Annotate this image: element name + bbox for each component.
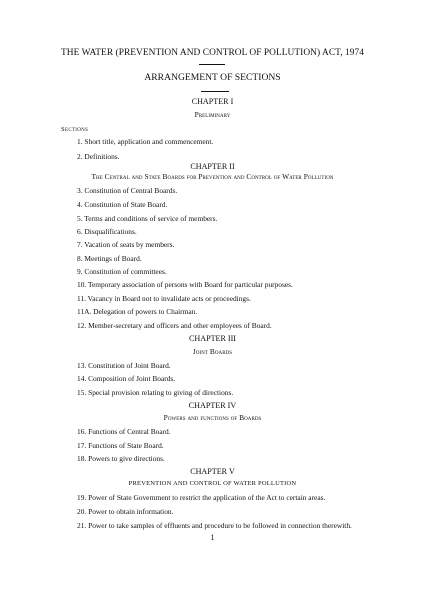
section-entry: 14. Composition of Joint Boards.: [77, 374, 176, 383]
section-entry: 16. Functions of Central Board.: [77, 427, 171, 436]
section-entry: 4. Constitution of State Board.: [77, 200, 168, 209]
chapter-title: Joint Boards: [192, 347, 233, 356]
section-entry: 5. Terms and conditions of service of members.: [77, 214, 218, 223]
section-entry: 13. Constitution of Joint Board.: [77, 361, 171, 370]
section-entry: 20. Power to obtain information.: [77, 507, 174, 516]
chapter-title: PREVENTION AND CONTROL OF WATER POLLUTION: [128, 480, 297, 487]
section-entry: 9. Constitution of committees.: [77, 267, 167, 276]
section-entry: 17. Functions of State Board.: [77, 441, 164, 450]
chapter-heading: CHAPTER I: [191, 97, 234, 106]
title-divider: [199, 64, 225, 65]
section-entry: 2. Definitions.: [77, 152, 120, 161]
section-entry: 10. Temporary association of persons with Board for particular purposes.: [77, 280, 293, 289]
chapter-title: Preliminary: [194, 110, 231, 119]
section-entry: 21. Power to take samples of effluents and procedure to be followed in connection therewith.: [77, 521, 352, 530]
section-entry: 3. Constitution of Central Boards.: [77, 186, 178, 195]
chapter-title: The Central and State Boards for Prevention and Control of Water Pollution: [91, 172, 334, 181]
act-title: THE WATER (PREVENTION AND CONTROL OF POLLUTION) ACT, 1974: [61, 48, 364, 58]
chapter-heading: CHAPTER V: [190, 467, 235, 476]
section-entry: 18. Powers to give directions.: [77, 454, 165, 463]
section-entry: 15. Special provision relating to giving of directions.: [77, 388, 234, 397]
arrangement-divider: [201, 91, 229, 92]
page-number: 1: [210, 533, 215, 542]
chapter-heading: CHAPTER III: [189, 334, 236, 343]
section-entry: 1. Short title, application and commencement.: [77, 137, 214, 146]
section-entry: 6. Disqualifications.: [77, 227, 137, 236]
section-entry: 12. Member-secretary and officers and other employees of Board.: [77, 321, 272, 330]
chapter-heading: CHAPTER IV: [188, 401, 237, 410]
chapter-heading: CHAPTER II: [190, 162, 235, 171]
chapter-title: Powers and functions of Boards: [163, 413, 262, 422]
arrangement-title: ARRANGEMENT OF SECTIONS: [144, 72, 281, 83]
section-entry: 11. Vacancy in Board not to invalidate acts or proceedings.: [77, 294, 251, 303]
section-entry: 8. Meetings of Board.: [77, 254, 142, 263]
section-entry: 11A. Delegation of powers to Chairman.: [77, 307, 198, 316]
sections-label: Sections: [61, 126, 89, 133]
section-entry: 19. Power of State Government to restrict the application of the Act to certain areas.: [77, 493, 326, 502]
section-entry: 7. Vacation of seats by members.: [77, 240, 175, 249]
